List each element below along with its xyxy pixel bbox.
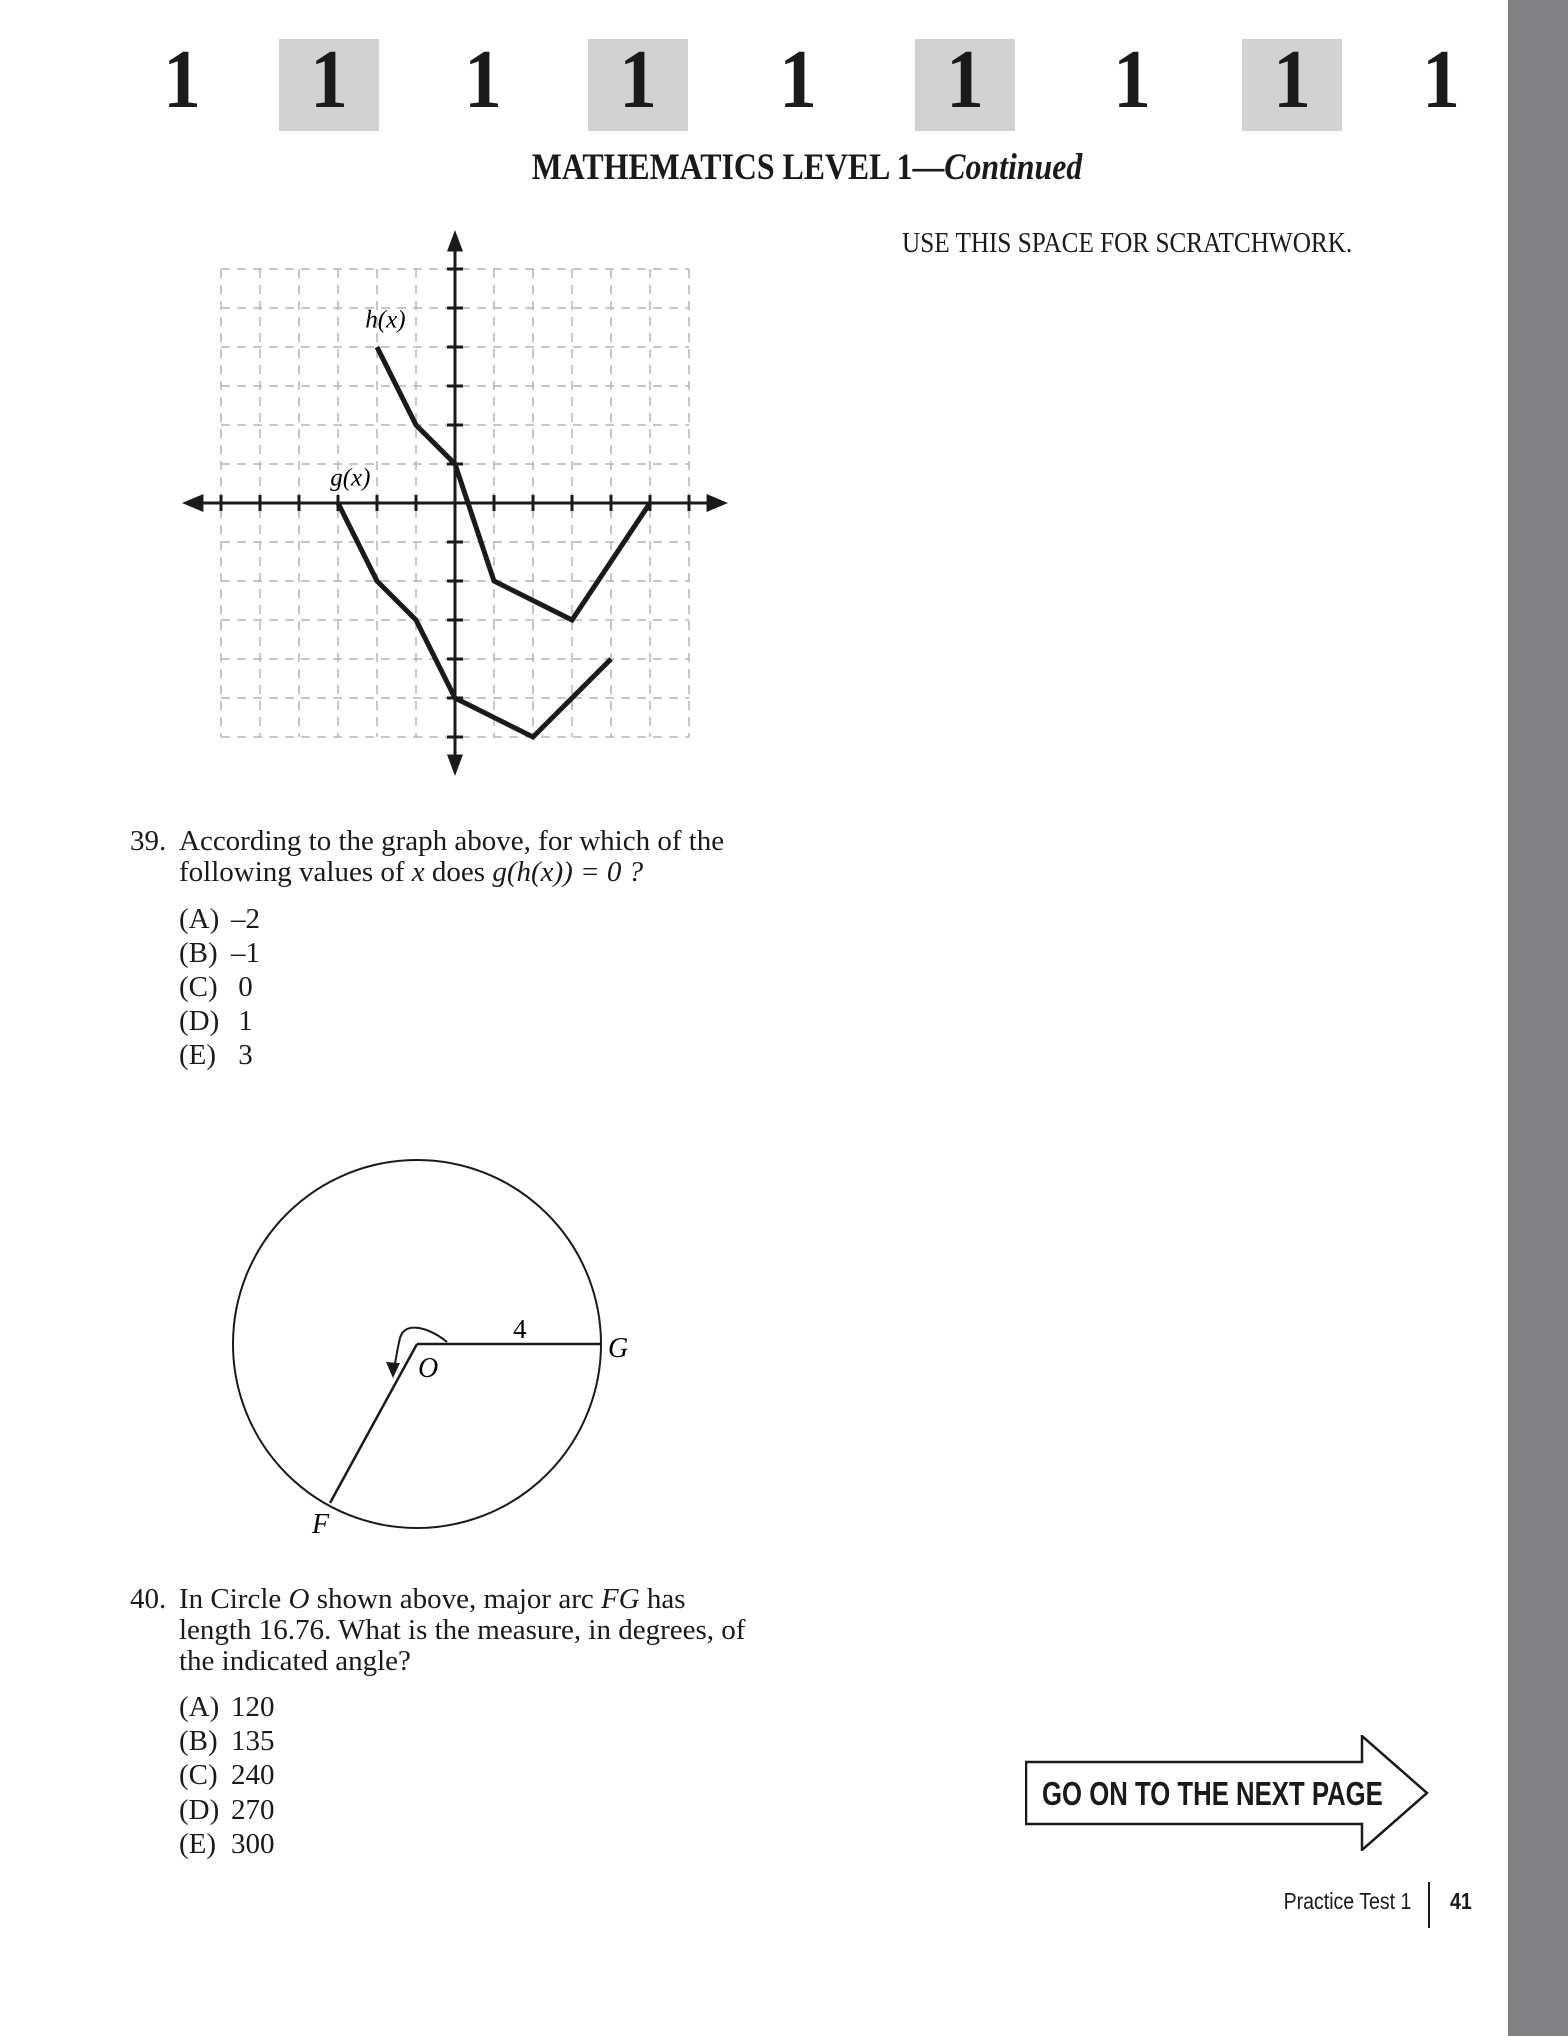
question-text <box>179 857 643 888</box>
answer-option <box>179 1828 275 1861</box>
section-digit: 1 <box>779 33 817 126</box>
question-text <box>179 1584 686 1615</box>
h-label: h(x) <box>365 306 406 334</box>
expression: g(h(x)) = 0 ? <box>492 856 644 888</box>
option-letter: (E) <box>179 1039 217 1071</box>
page-edge-bar <box>1508 0 1568 2036</box>
answer-option <box>179 937 260 970</box>
section-digit: 1 <box>163 33 201 126</box>
section-digit: 1 <box>1273 33 1311 126</box>
series-h-line <box>377 347 650 620</box>
option-value: 0 <box>231 971 253 1003</box>
point-g-label: G <box>608 1333 629 1364</box>
answer-option <box>179 1039 253 1072</box>
var-x: x <box>411 856 425 888</box>
footer-divider <box>1428 1882 1430 1928</box>
question-number: 40. <box>130 1583 167 1615</box>
var-fg: FG <box>600 1583 640 1615</box>
option-letter: (B) <box>179 1725 218 1757</box>
title-main: MATHEMATICS LEVEL 1— <box>531 147 945 188</box>
scratchwork-label: USE THIS SPACE FOR SCRATCHWORK. <box>902 228 1353 259</box>
answer-option <box>179 1005 253 1038</box>
option-letter: (C) <box>179 1759 218 1791</box>
section-digit: 1 <box>619 33 657 126</box>
option-value: 240 <box>231 1759 275 1791</box>
title-continued: Continued <box>944 147 1083 188</box>
option-value: 120 <box>231 1691 275 1723</box>
answer-option <box>179 1794 275 1827</box>
text: shown above, major arc <box>309 1583 601 1615</box>
option-letter: (A) <box>179 903 220 935</box>
option-value: 135 <box>231 1725 275 1757</box>
book-section: Practice Test 1 <box>1283 1888 1411 1914</box>
function-graph <box>0 0 800 800</box>
text: following values of <box>179 856 412 888</box>
question-text: the indicated angle? <box>179 1645 411 1677</box>
option-value: 300 <box>231 1828 275 1860</box>
page-number: 41 <box>1450 1888 1472 1914</box>
option-letter: (B) <box>179 937 218 969</box>
g-label: g(x) <box>330 464 371 492</box>
next-page-label: GO ON TO THE NEXT PAGE <box>1042 1775 1383 1812</box>
option-value: –1 <box>231 937 260 969</box>
x-axis-right-arrow-icon <box>707 494 728 512</box>
y-axis-down-arrow-icon <box>447 755 463 776</box>
question-39 <box>130 825 725 888</box>
text: does <box>424 856 493 888</box>
option-value: 3 <box>231 1039 253 1071</box>
answer-option <box>179 1691 275 1724</box>
radius-label: 4 <box>513 1314 527 1344</box>
option-letter: (D) <box>179 1005 220 1037</box>
answer-option <box>179 1759 275 1792</box>
option-value: 1 <box>231 1005 253 1037</box>
question-text: According to the graph above, for which of the <box>179 825 725 857</box>
option-letter: (C) <box>179 971 218 1003</box>
section-digit: 1 <box>464 33 502 126</box>
section-digit: 1 <box>1422 33 1460 126</box>
option-value: 270 <box>231 1794 275 1826</box>
radius-of <box>330 1344 417 1503</box>
section-digit: 1 <box>946 33 984 126</box>
x-axis-left-arrow-icon <box>182 494 203 512</box>
y-axis-up-arrow-icon <box>447 230 463 251</box>
center-o-label: O <box>418 1353 439 1384</box>
answer-option <box>179 1725 275 1758</box>
point-f-label: F <box>312 1509 330 1540</box>
option-value: –2 <box>231 903 260 935</box>
section-digit: 1 <box>310 33 348 126</box>
option-letter: (D) <box>179 1794 220 1826</box>
option-letter: (E) <box>179 1828 217 1860</box>
text: has <box>639 1583 686 1615</box>
question-text: length 16.76. What is the measure, in degrees, of <box>179 1614 746 1646</box>
circle-figure <box>200 1140 660 1560</box>
question-40 <box>130 1583 746 1677</box>
angle-arrowhead-icon <box>386 1362 400 1378</box>
section-digit: 1 <box>1113 33 1151 126</box>
text: In Circle <box>179 1583 289 1615</box>
answer-option <box>179 971 253 1004</box>
var-o: O <box>288 1583 310 1615</box>
answer-option <box>179 903 260 936</box>
question-number: 39. <box>130 825 167 857</box>
option-letter: (A) <box>179 1691 220 1723</box>
